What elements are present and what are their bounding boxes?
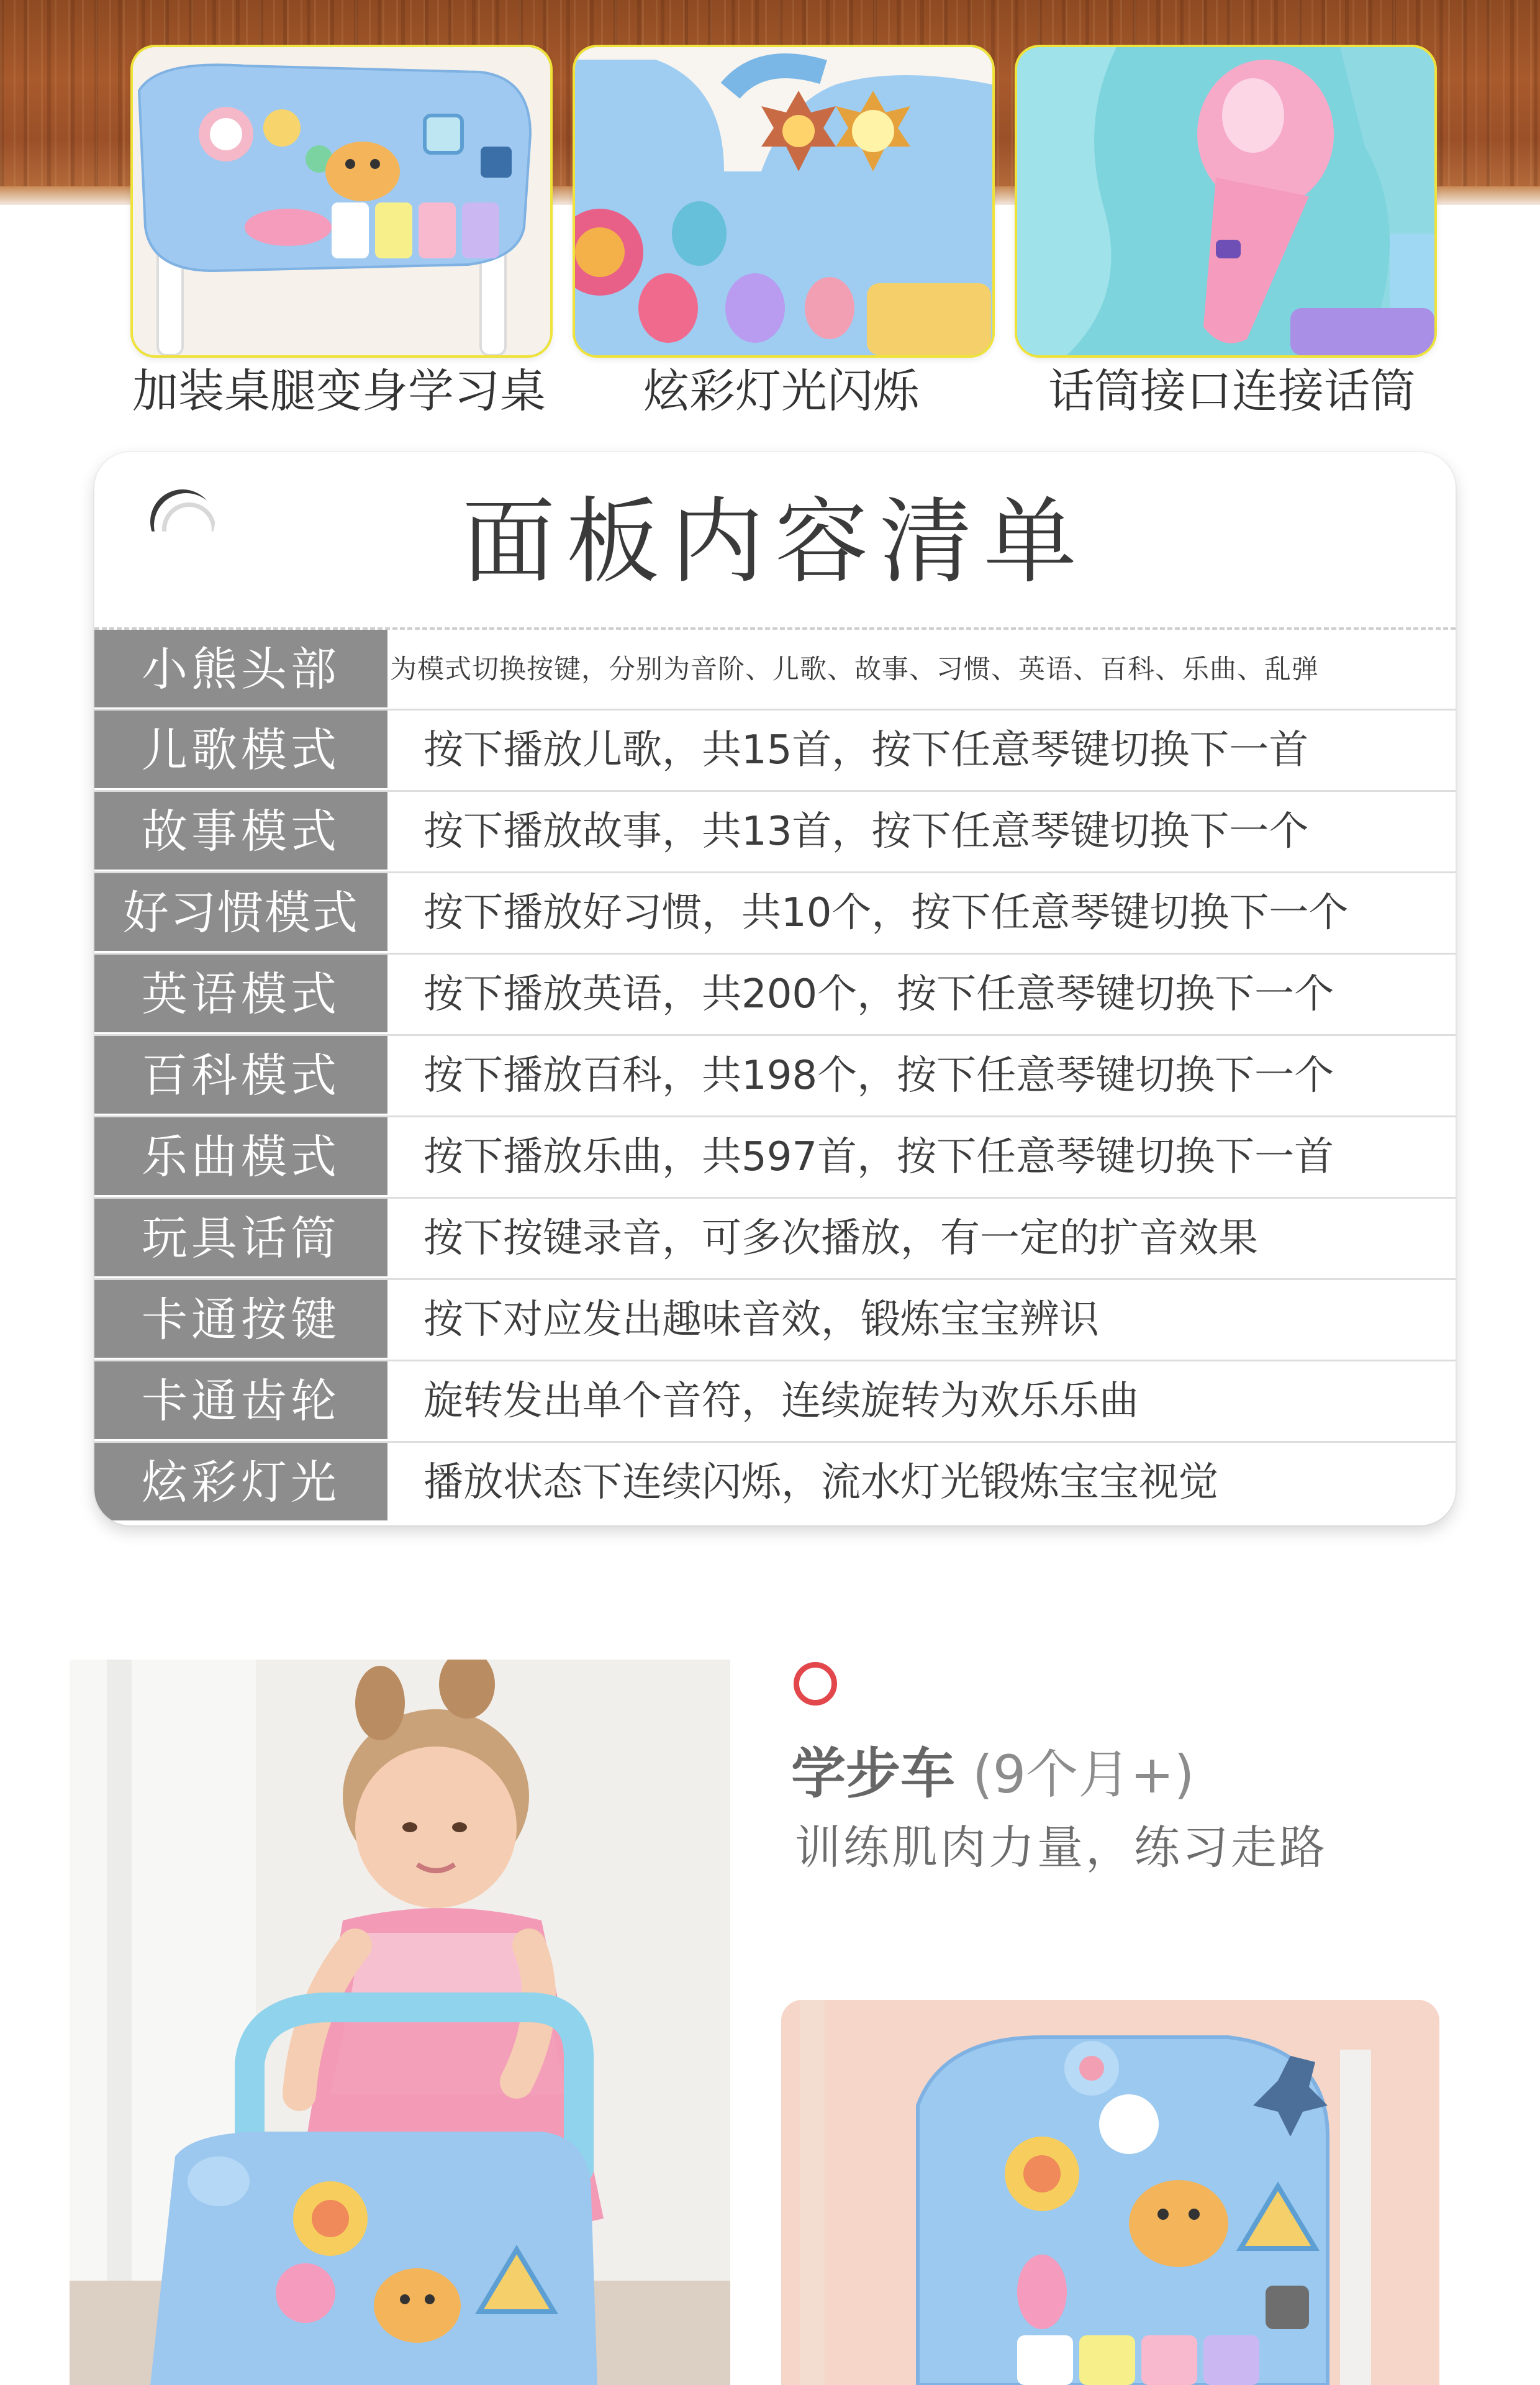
desk-legs-image [130,45,553,358]
row-description: 按下播放好习惯，共10个，按下任意琴键切换下一个 [424,890,1349,936]
panel-title: 面板内容清单 [461,488,1088,596]
row-description: 旋转发出单个音符，连续旋转为欢乐乐曲 [424,1378,1139,1424]
flashing-lights-image [573,45,995,358]
table-row [94,790,1456,871]
row-label: 儿歌模式 [94,711,387,790]
table-row [94,1360,1456,1441]
walker-subtitle: 训练肌肉力量，练习走路 [795,1821,1328,1874]
red-circle-icon [794,1662,837,1706]
walker-title-text: 学步车 [791,1742,956,1806]
row-label: 英语模式 [94,955,387,1034]
row-description: 按下播放儿歌，共15首，按下任意琴键切换下一首 [424,727,1309,773]
table-row [94,1441,1456,1522]
feature-caption-microphone: 话筒接口连接话筒 [1048,365,1416,418]
table-row [94,1197,1456,1278]
row-description: 按下按键录音，可多次播放，有一定的扩音效果 [424,1215,1258,1261]
row-description: 为模式切换按键，分别为音阶、儿歌、故事、习惯、英语、百科、乐曲、乱弹 [390,654,1319,685]
walker-age: (9个月+) [972,1744,1195,1805]
row-label: 好习惯模式 [94,873,387,953]
table-row [94,953,1456,1034]
row-description: 按下播放乐曲，共597首，按下任意琴键切换下一首 [424,1134,1334,1180]
walker-title [791,1737,1412,1811]
row-description: 按下播放故事，共13首，按下任意琴键切换下一个 [424,809,1309,855]
table-row [94,709,1456,790]
table-row [94,627,1456,709]
table-row [94,1278,1456,1360]
row-label: 玩具话筒 [94,1199,387,1278]
row-label: 百科模式 [94,1036,387,1115]
row-label: 故事模式 [94,792,387,871]
table-row [94,1115,1456,1197]
feature-caption-lights: 炫彩灯光闪烁 [643,365,919,418]
feature-caption-desk: 加装桌腿变身学习桌 [132,365,546,418]
microphone-image [1015,45,1437,358]
row-description: 按下对应发出趣味音效，锻炼宝宝辨识 [424,1297,1099,1343]
table-row [94,1034,1456,1115]
row-label: 卡通齿轮 [94,1361,387,1441]
walker-product-photo [781,2000,1439,2385]
row-label: 乐曲模式 [94,1117,387,1197]
table-row [94,871,1456,953]
row-description: 按下播放英语，共200个，按下任意琴键切换下一个 [424,971,1334,1017]
panel-content-card [94,452,1456,1525]
row-description: 播放状态下连续闪烁，流水灯光锻炼宝宝视觉 [424,1460,1218,1506]
panel-table [94,627,1456,1522]
row-label: 炫彩灯光 [94,1443,387,1522]
row-description: 按下播放百科，共198个，按下任意琴键切换下一个 [424,1053,1334,1099]
row-label: 小熊头部 [94,630,387,709]
row-label: 卡通按键 [94,1280,387,1360]
baby-walker-photo [70,1660,730,2385]
